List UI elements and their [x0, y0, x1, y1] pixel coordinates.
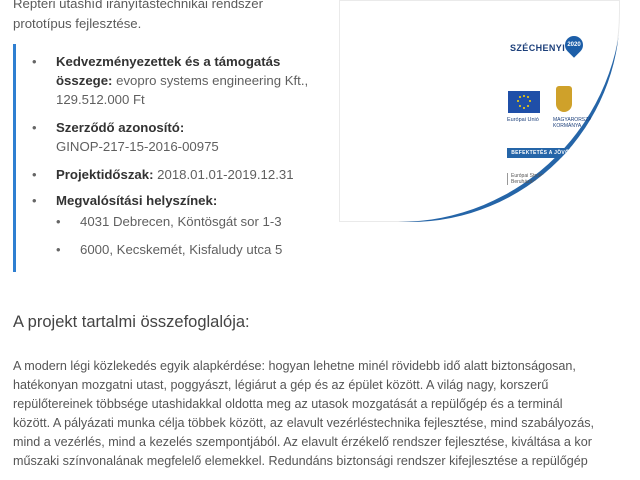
year-label: 2020 [567, 42, 581, 48]
intro-text [13, 0, 313, 34]
bullet: • [32, 193, 37, 208]
project-details [13, 44, 316, 272]
beneficiary-label: Kedvezményezettek és a támogatás [56, 54, 281, 69]
location-text: 6000, Kecskemét, Kisfaludy utca 5 [80, 242, 283, 257]
summary-paragraph [13, 357, 638, 471]
bullet: • [56, 242, 61, 257]
bullet: • [56, 214, 61, 229]
summary-line: között. A pályázati munka célja többek között, az elavult vezérléstechnika fejlesztése, mind szabályozás, [13, 416, 595, 430]
bullet: • [32, 54, 37, 69]
summary-heading: A projekt tartalmi összefoglalója: [13, 313, 250, 331]
summary-line: műszaki színvonalának megfelelő elemekkel. Redundáns biztonsági rendszer kifejlesztése a repülőgép [13, 454, 588, 468]
invest-banner: BEFEKTETÉS A JÖVŐBE [507, 148, 581, 158]
summary-line: hatékonyan mozgatni utast, poggyászt, légiárut a gép és az épület között. A világ nagy, korszerű [13, 378, 549, 392]
szechenyi-2020-logo [339, 0, 620, 222]
bullet: • [32, 167, 37, 182]
locations-label: Megvalósítási helyszínek: [56, 193, 218, 208]
hungarian-crest-icon [556, 86, 572, 112]
funds-label: Európai Strukturális és Beruházási Alapok [507, 173, 581, 185]
map-pin-icon [561, 32, 586, 57]
contract-label: Szerződő azonosító: [56, 120, 185, 135]
szechenyi-label: SZÉCHENYI [510, 43, 566, 53]
intro-line-1: Repteri utashíd irányítástechnikai rendszer [13, 0, 263, 11]
location-text: 4031 Debrecen, Köntösgát sor 1-3 [80, 214, 282, 229]
contract-value: GINOP-217-15-2016-00975 [56, 139, 219, 154]
summary-line: A modern légi közlekedés egyik alapkérdése: hogyan lehetne minél rövidebb idő alatt biztonságosan, [13, 359, 576, 373]
period-label: Projektidőszak: [56, 167, 154, 182]
beneficiary-amount: 129.512.000 Ft [56, 92, 145, 107]
gov-label: MAGYARORSZÁG KORMÁNYA [553, 117, 596, 129]
summary-line: repülőtereinek többsége utashidakkal oldotta meg az utasok mozgatását a repülőgép és a terminál [13, 397, 563, 411]
intro-line-2: prototípus fejlesztése. [13, 16, 142, 31]
summary-line: mind a vezérlés, mind a kezelés szempontjából. Az elavult érzékelő rendszer fejlesztése, kiváltása a kor [13, 435, 592, 449]
bullet: • [32, 120, 37, 135]
beneficiary-label-2: összege: [56, 73, 113, 88]
beneficiary-value: evopro systems engineering Kft., [116, 73, 309, 88]
eu-label: Európai Unió [507, 117, 539, 123]
period-value: 2018.01.01-2019.12.31 [157, 167, 294, 182]
logo-arc [339, 0, 620, 222]
eu-flag-icon [508, 91, 540, 113]
